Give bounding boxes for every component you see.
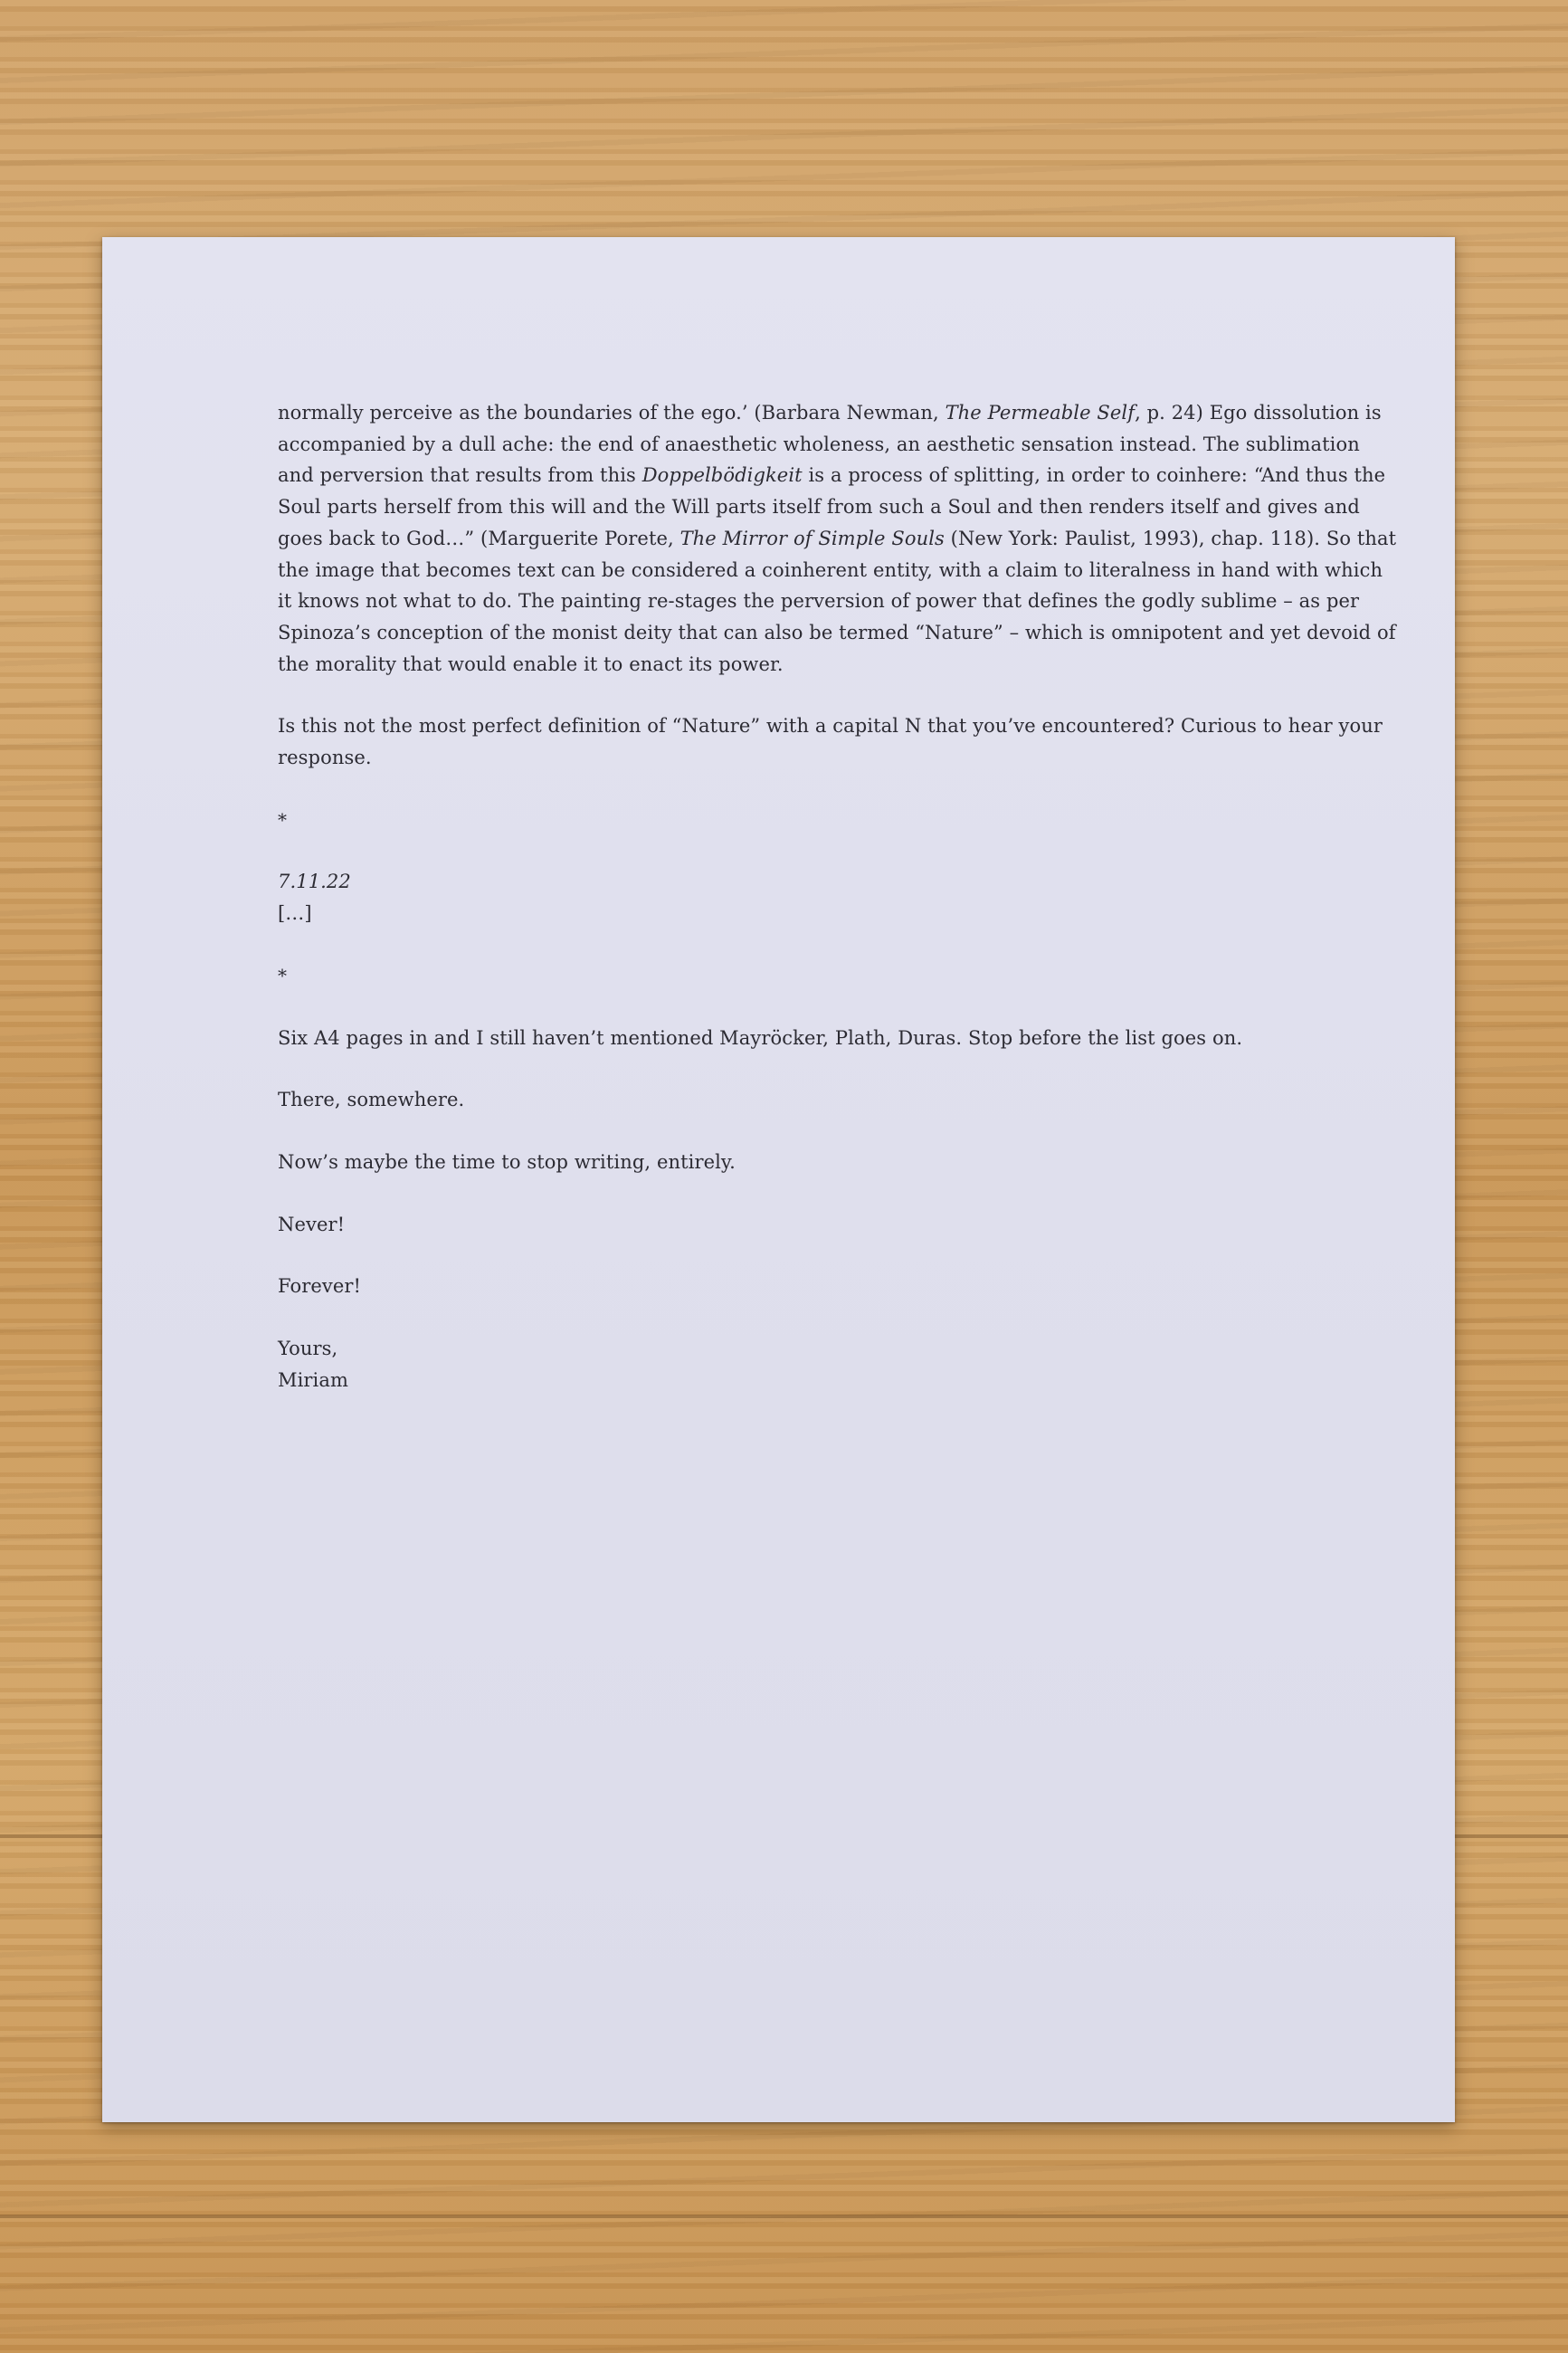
paragraph-7: Forever! bbox=[278, 1275, 362, 1298]
separator-asterisk-2: * bbox=[278, 964, 288, 986]
paper-sheet bbox=[102, 237, 1455, 2122]
signature: Miriam bbox=[278, 1368, 349, 1391]
paragraph-4: There, somewhere. bbox=[278, 1089, 465, 1111]
paragraph-1-part-e: is a process of splitting, in order to coinhere: “And thus the Soul parts herself from this will and the Will parts itself from such a Soul and then renders itself and gives and goes back to God…” (Marguerite Porete, bbox=[278, 464, 1386, 549]
separator-asterisk: * bbox=[278, 808, 288, 831]
paragraph-6: Never! bbox=[278, 1213, 346, 1235]
ellipsis-line: […] bbox=[278, 902, 312, 925]
paragraph-3: Six A4 pages in and I still haven’t mentioned Mayröcker, Plath, Duras. Stop before the list goes on. bbox=[278, 1026, 1243, 1049]
floor-seam-left bbox=[0, 1834, 102, 1838]
paragraph-1 bbox=[278, 397, 1400, 680]
date-text: 7.11.22 bbox=[278, 871, 351, 893]
book-title-mirror-of-simple-souls: The Mirror of Simple Souls bbox=[679, 527, 945, 549]
floor-seam-right bbox=[1455, 1834, 1568, 1838]
paragraph-1-part-g: (New York: Paulist, 1993), chap. 118). So that the image that becomes text can be considered a coinherent entity, with a claim to literalness in hand with which it knows not what to do. The painting re-stages the perversion of power that defines the godly sublime – as per Spinoza’s conception of the monist deity that can also be termed “Nature” – which is omnipotent and yet devoid of the morality that would enable it to enact its power. bbox=[278, 527, 1397, 675]
paragraph-1-part-c: , p. 24) Ego dissolution is accompanied by a dull ache: the end of anaesthetic wholeness, an aesthetic sensation instead. The sublimation and perversion that results from this bbox=[278, 402, 1382, 487]
date-line bbox=[278, 866, 1400, 898]
paragraph-2: Is this not the most perfect definition of “Nature” with a capital N that you’ve encountered? Curious to hear your response. bbox=[278, 715, 1383, 769]
paragraph-5: Now’s maybe the time to stop writing, entirely. bbox=[278, 1150, 736, 1173]
letter-text bbox=[278, 397, 1400, 1396]
paragraph-1-part-a: normally perceive as the boundaries of the ego.’ (Barbara Newman, bbox=[278, 402, 946, 424]
closing: Yours, bbox=[278, 1338, 338, 1360]
term-doppelbodigkeit: Doppelbödigkeit bbox=[641, 464, 803, 487]
floor-seam-bottom bbox=[0, 2215, 1568, 2218]
book-title-permeable-self: The Permeable Self bbox=[945, 402, 1136, 424]
